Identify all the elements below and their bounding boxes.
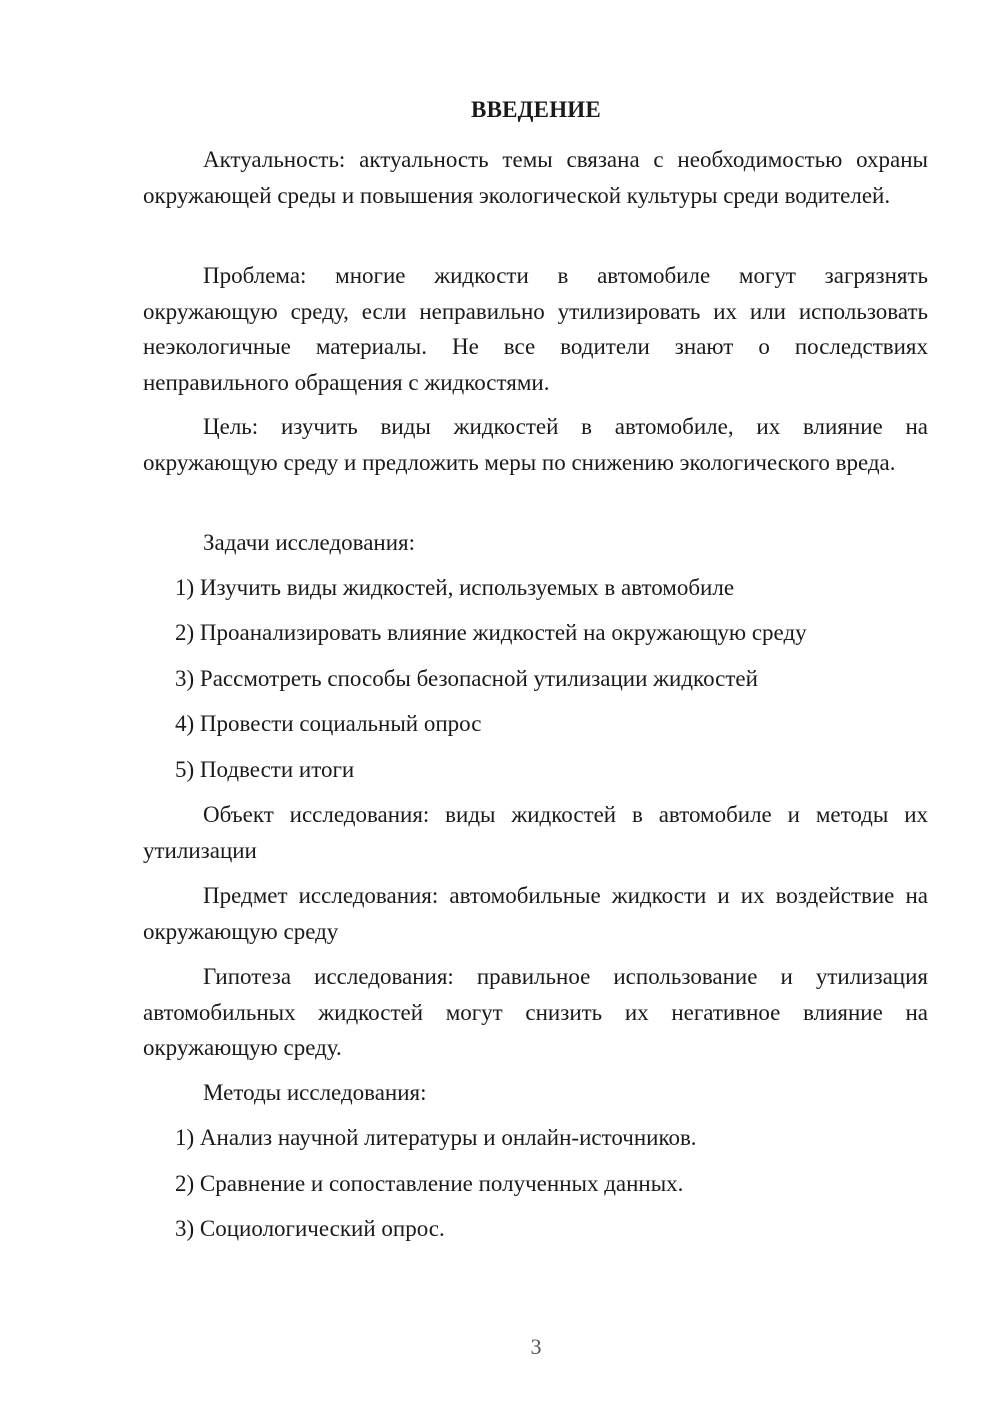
task-item-1: 1) Изучить виды жидкостей, используемых в автомобиле	[175, 575, 735, 600]
page-number: 3	[530, 1334, 542, 1359]
method-item-2: 2) Сравнение и сопоставление полученных данных.	[175, 1171, 684, 1196]
task-item-2: 2) Проанализировать влияние жидкостей на окружающую среду	[175, 620, 807, 645]
task-item-4: 4) Провести социальный опрос	[175, 711, 482, 736]
object-paragraph: Объект исследования: виды жидкостей в автомобиле и методы их утилизации	[143, 802, 928, 863]
goal-paragraph: Цель: изучить виды жидкостей в автомобиле, их влияние на окружающую среду и предложить меры по снижению экологического вреда.	[143, 414, 928, 475]
methods-heading: Методы исследования:	[203, 1080, 427, 1105]
problem-paragraph: Проблема: многие жидкости в автомобиле могут загрязнять окружающую среду, если неправильно утилизировать их или использовать неэкологичные материалы. Не все водители знают о последствиях неправильного обращения с жидкостями.	[143, 263, 928, 395]
page-title: ВВЕДЕНИЕ	[471, 97, 601, 122]
relevance-paragraph: Актуальность: актуальность темы связана с необходимостью охраны окружающей среды и повышения экологической культуры среди водителей.	[143, 147, 928, 208]
method-item-1: 1) Анализ научной литературы и онлайн-источников.	[175, 1125, 697, 1150]
tasks-heading: Задачи исследования:	[203, 530, 416, 555]
task-item-5: 5) Подвести итоги	[175, 757, 355, 782]
method-item-3: 3) Социологический опрос.	[175, 1216, 445, 1241]
hypothesis-paragraph: Гипотеза исследования: правильное использование и утилизация автомобильных жидкостей могут снизить их негативное влияние на окружающую среду.	[143, 964, 928, 1060]
subject-paragraph: Предмет исследования: автомобильные жидкости и их воздействие на окружающую среду	[143, 883, 928, 944]
task-item-3: 3) Рассмотреть способы безопасной утилизации жидкостей	[175, 666, 758, 691]
